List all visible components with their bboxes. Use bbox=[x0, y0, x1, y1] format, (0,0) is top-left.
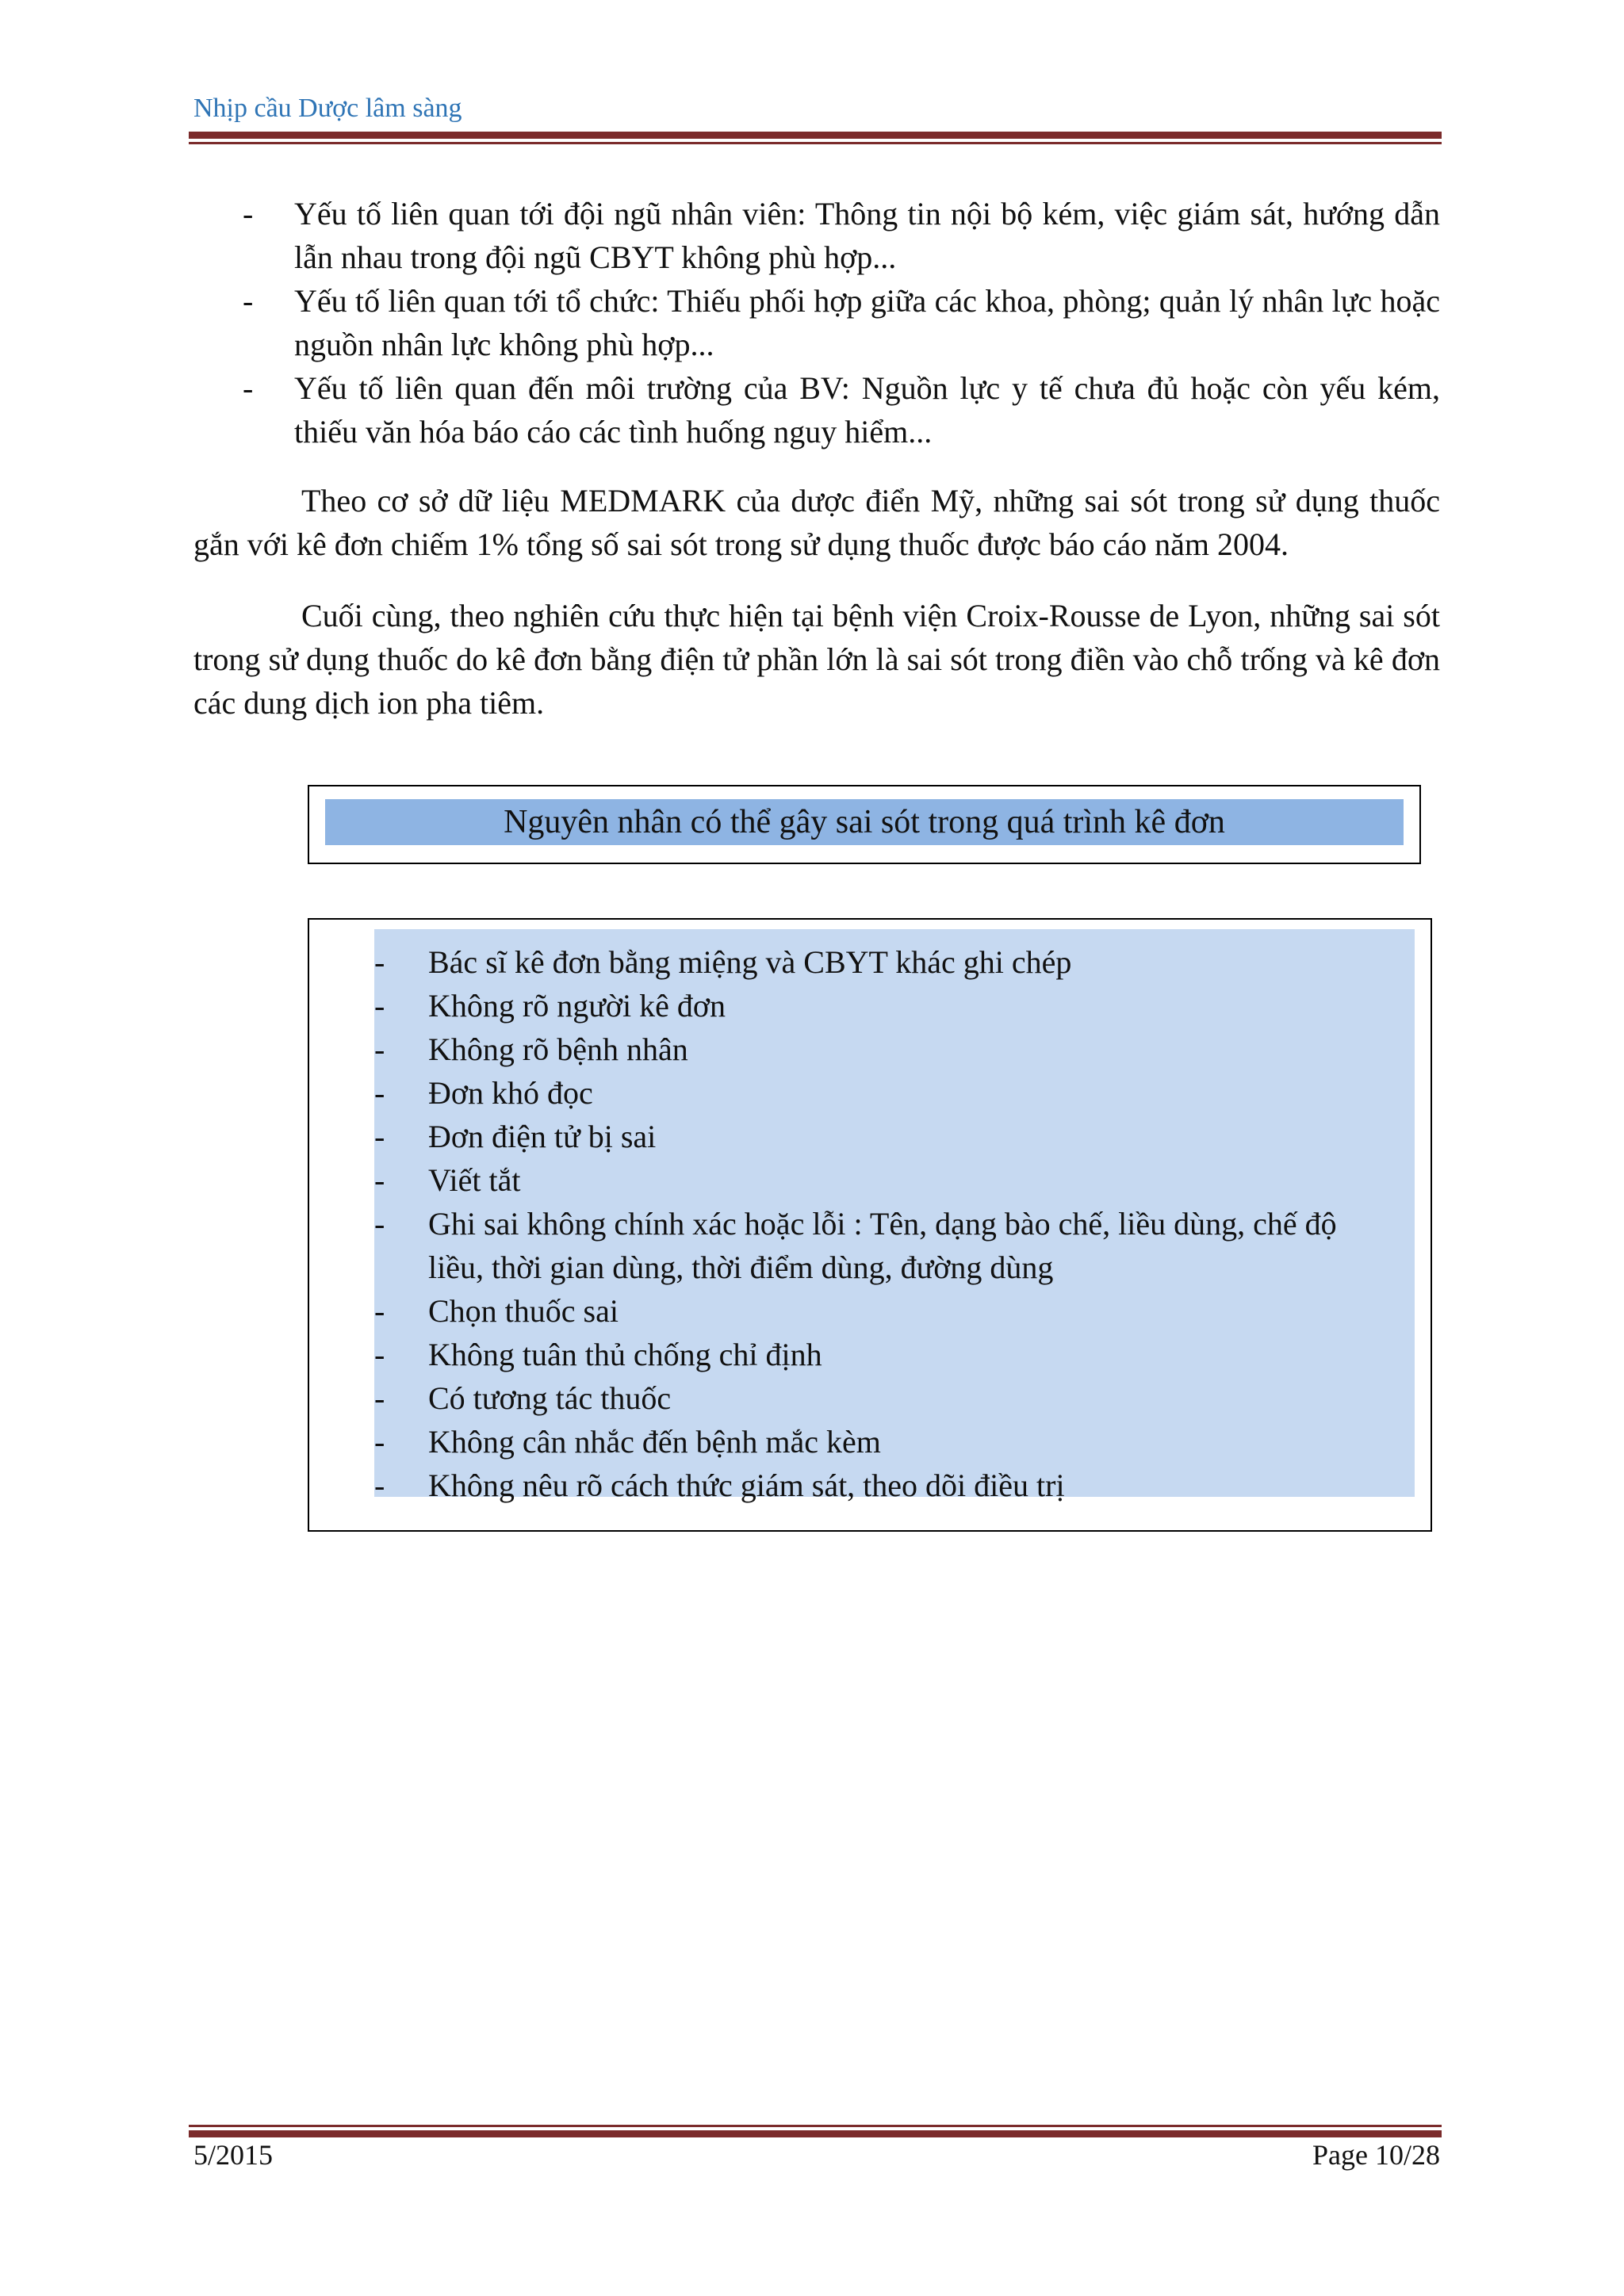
bullet-dash: - bbox=[374, 1031, 385, 1067]
bullet-dash: - bbox=[374, 1337, 385, 1372]
list-item: - Yếu tố liên quan tới tổ chức: Thiếu phối hợp giữa các khoa, phòng; quản lý nhân lực hoặc nguồn nhân lực không phù hợp... bbox=[193, 279, 1440, 366]
causes-list-frame bbox=[308, 918, 1432, 1532]
list-item: - Không rõ bệnh nhân bbox=[374, 1027, 1415, 1071]
footer-page-number: Page 10/28 bbox=[1312, 2139, 1440, 2171]
bullet-dash: - bbox=[374, 1206, 385, 1242]
list-item: - Ghi sai không chính xác hoặc lỗi : Tên, dạng bào chế, liều dùng, chế độ liều, thời gian dùng, thời điểm dùng, đường dùng bbox=[374, 1202, 1415, 1289]
list-item: - Đơn khó đọc bbox=[374, 1071, 1415, 1115]
bullet-dash: - bbox=[374, 1162, 385, 1198]
bullet-dash: - bbox=[374, 988, 385, 1024]
list-item: - Có tương tác thuốc bbox=[374, 1376, 1415, 1420]
box-title-frame bbox=[308, 785, 1421, 864]
list-item: - Đơn điện tử bị sai bbox=[374, 1115, 1415, 1158]
list-item: - Không rõ người kê đơn bbox=[374, 984, 1415, 1027]
list-item: - Không tuân thủ chống chỉ định bbox=[374, 1333, 1415, 1376]
bullet-dash: - bbox=[243, 196, 254, 232]
bullet-dash: - bbox=[243, 370, 254, 406]
list-item: - Viết tắt bbox=[374, 1158, 1415, 1202]
bullet-dash: - bbox=[374, 1380, 385, 1416]
bullet-dash: - bbox=[374, 944, 385, 980]
header-rule bbox=[189, 132, 1442, 144]
list-item: - Không cân nhắc đến bệnh mắc kèm bbox=[374, 1420, 1415, 1464]
list-item: - Không nêu rõ cách thức giám sát, theo dõi điều trị bbox=[374, 1464, 1415, 1507]
bullet-dash: - bbox=[374, 1293, 385, 1329]
list-item: - Yếu tố liên quan đến môi trường của BV: Nguồn lực y tế chưa đủ hoặc còn yếu kém, thiếu văn hóa báo cáo các tình huống nguy hiểm... bbox=[193, 366, 1440, 453]
list-item: - Chọn thuốc sai bbox=[374, 1289, 1415, 1333]
bullet-dash: - bbox=[374, 1075, 385, 1111]
causes-list-panel bbox=[374, 929, 1415, 1503]
bullet-dash: - bbox=[374, 1119, 385, 1154]
footer-date: 5/2015 bbox=[193, 2139, 274, 2171]
intro-bullet-list bbox=[193, 192, 1440, 453]
paragraph-lyon-study: Cuối cùng, theo nghiên cứu thực hiện tại bệnh viện Croix-Rousse de Lyon, những sai sót trong sử dụng thuốc do kê đơn bằng điện tử phần lớn là sai sót trong điền vào chỗ trống và kê đơn các dung dịch ion pha tiêm. bbox=[193, 598, 1440, 721]
list-item: - Bác sĩ kê đơn bằng miệng và CBYT khác ghi chép bbox=[374, 940, 1415, 984]
running-header-title: Nhịp cầu Dược lâm sàng bbox=[193, 94, 462, 123]
paragraph-medmark: Theo cơ sở dữ liệu MEDMARK của dược điển Mỹ, những sai sót trong sử dụng thuốc gắn với kê đơn chiếm 1% tổng số sai sót trong sử dụng thuốc được báo cáo năm 2004. bbox=[193, 483, 1440, 562]
causes-list bbox=[374, 929, 1415, 1507]
bullet-dash: - bbox=[374, 1468, 385, 1503]
footer-rule bbox=[189, 2125, 1442, 2137]
bullet-dash: - bbox=[243, 283, 254, 319]
list-item: - Yếu tố liên quan tới đội ngũ nhân viên: Thông tin nội bộ kém, việc giám sát, hướng dẫn lẫn nhau trong đội ngũ CBYT không phù hợp... bbox=[193, 192, 1440, 279]
box-title: Nguyên nhân có thể gây sai sót trong quá trình kê đơn bbox=[325, 799, 1404, 845]
bullet-dash: - bbox=[374, 1424, 385, 1460]
